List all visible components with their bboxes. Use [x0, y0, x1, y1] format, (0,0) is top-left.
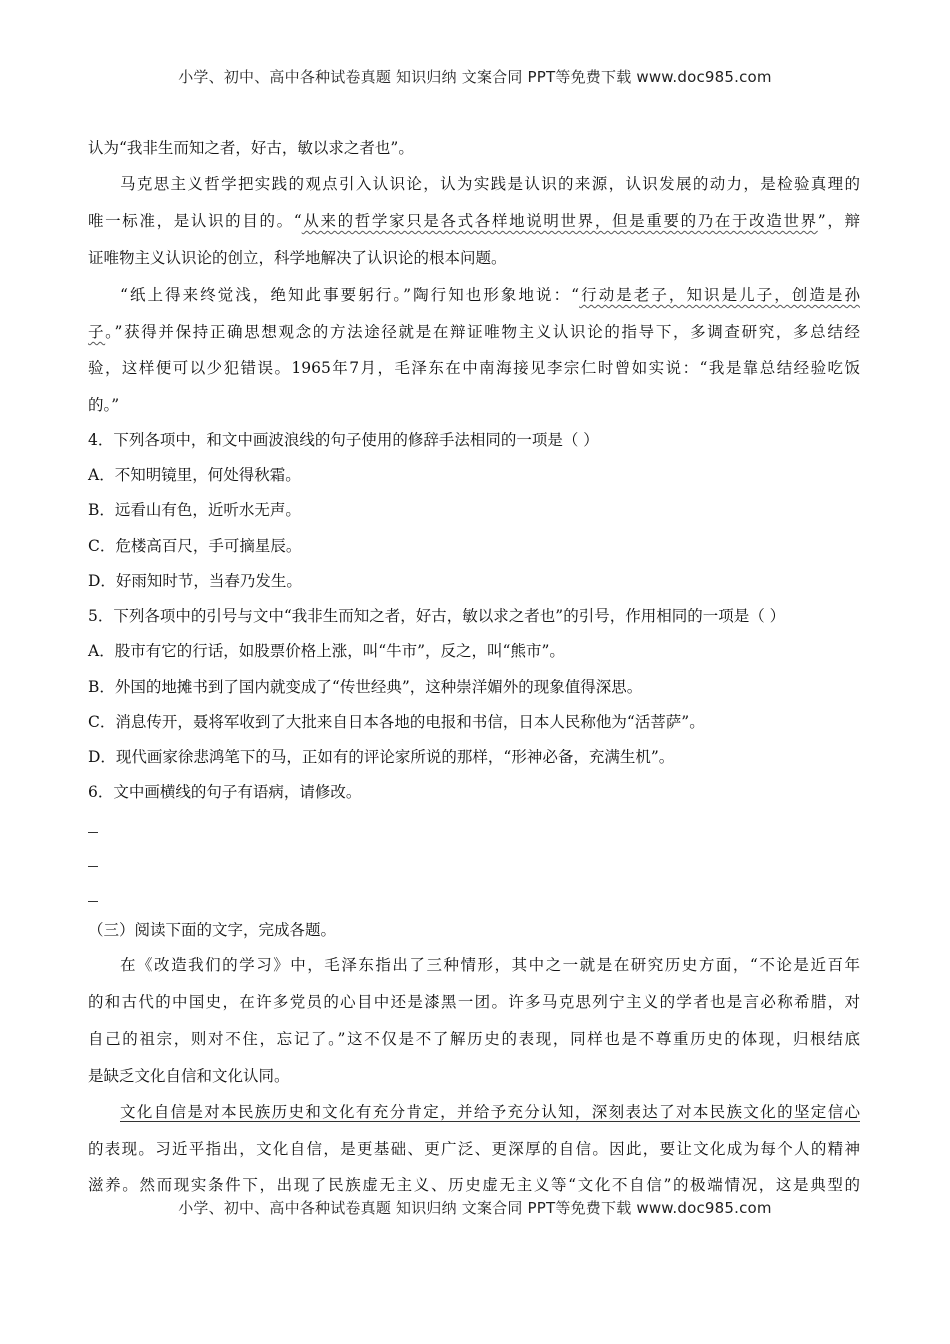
- page-header: 小学、初中、高中各种试卷真题 知识归纳 文案合同 PPT等免费下载 www.doc985.com: [178, 68, 772, 86]
- passage-line: 是缺乏文化自信和文化认同。: [88, 1067, 290, 1085]
- passage-text: 唯一标准，是认识的目的。“: [88, 212, 302, 230]
- q4-option-c: C．危楼高百尺，手可摘星辰。: [88, 537, 302, 555]
- passage-line: 验，这样便可以少犯错误。1965年7月，毛泽东在中南海接见李宗仁时曾如实说：“我是靠总结经验吃饭: [88, 359, 860, 377]
- section-heading: （三）阅读下面的文字，完成各题。: [88, 921, 337, 939]
- passage-text: ”，辩: [817, 212, 860, 230]
- wavy-underlined-sentence: 子: [88, 323, 106, 341]
- wavy-underlined-sentence: 从来的哲学家只是各式各样地说明世界，但是重要的乃在于改造世界: [301, 212, 818, 230]
- passage-line: 在《改造我们的学习》中，毛泽东指出了三种情形，其中之一就是在研究历史方面，“不论是近百年: [120, 956, 860, 974]
- q4-option-b: B．远看山有色，近听水无声。: [88, 501, 301, 519]
- q4-option-a: A．不知明镜里，何处得秋霜。: [88, 466, 301, 484]
- page-footer: 小学、初中、高中各种试卷真题 知识归纳 文案合同 PPT等免费下载 www.doc985.com: [178, 1199, 772, 1217]
- q5-option-d: D．现代画家徐悲鸿笔下的马，正如有的评论家所说的那样，“形神必备，充满生机”。: [88, 748, 675, 766]
- passage-text: 。”获得并保持正确思想观念的方法途径就是在辩证唯物主义认识论的指导下，多调查研究，多总结经: [105, 323, 860, 341]
- passage-line: [120, 285, 860, 305]
- passage-line: 的。”: [88, 396, 120, 414]
- passage-line: 的和古代的中国史，在许多党员的心目中还是漆黑一团。许多马克思列宁主义的学者也是言必称希腊，对: [88, 993, 860, 1011]
- passage-line: 证唯物主义认识论的创立，科学地解决了认识论的根本问题。: [88, 249, 507, 267]
- passage-line: 认为“我非生而知之者，好古，敏以求之者也”。: [88, 139, 414, 157]
- answer-blank: [88, 866, 98, 867]
- question-5: 5．下列各项中的引号与文中“我非生而知之者，好古，敏以求之者也”的引号，作用相同的一项是（ ）: [88, 607, 786, 625]
- wavy-underlined-sentence: 行动是老子，知识是儿子，创造是孙: [579, 286, 860, 304]
- answer-blank: [88, 901, 98, 902]
- answer-blank: [88, 832, 98, 833]
- passage-line: 自己的祖宗，则对不住，忘记了。”这不仅是不了解历史的表现，同样也是不尊重历史的体现，归根结底: [88, 1030, 860, 1048]
- passage-line: 的表现。习近平指出，文化自信，是更基础、更广泛、更深厚的自信。因此，要让文化成为每个人的精神: [88, 1140, 860, 1158]
- passage-line: 马克思主义哲学把实践的观点引入认识论，认为实践是认识的来源，认识发展的动力，是检验真理的: [120, 175, 860, 193]
- passage-line: [88, 211, 860, 231]
- passage-text: “纸上得来终觉浅，绝知此事要躬行。”陶行知也形象地说：“: [120, 286, 580, 304]
- q5-option-c: C．消息传开，聂将军收到了大批来自日本各地的电报和书信，日本人民称他为“活菩萨”。: [88, 713, 705, 731]
- passage-line: [120, 1102, 860, 1122]
- passage-line: 滋养。然而现实条件下，出现了民族虚无主义、历史虚无主义等“文化不自信”的极端情况，这是典型的: [88, 1176, 860, 1194]
- q4-option-d: D．好雨知时节，当春乃发生。: [88, 572, 302, 590]
- question-6: 6．文中画横线的句子有语病，请修改。: [88, 783, 362, 801]
- q5-option-b: B．外国的地摊书到了国内就变成了“传世经典”，这种崇洋媚外的现象值得深思。: [88, 678, 643, 696]
- question-4: 4．下列各项中，和文中画波浪线的句子使用的修辞手法相同的一项是（ ）: [88, 431, 599, 449]
- q5-option-a: A．股市有它的行话，如股票价格上涨，叫“牛市”，反之，叫“熊市”。: [88, 642, 565, 660]
- passage-line: [88, 322, 860, 342]
- underlined-sentence: 文化自信是对本民族历史和文化有充分肯定，并给予充分认知，深刻表达了对本民族文化的坚定信心: [120, 1103, 860, 1121]
